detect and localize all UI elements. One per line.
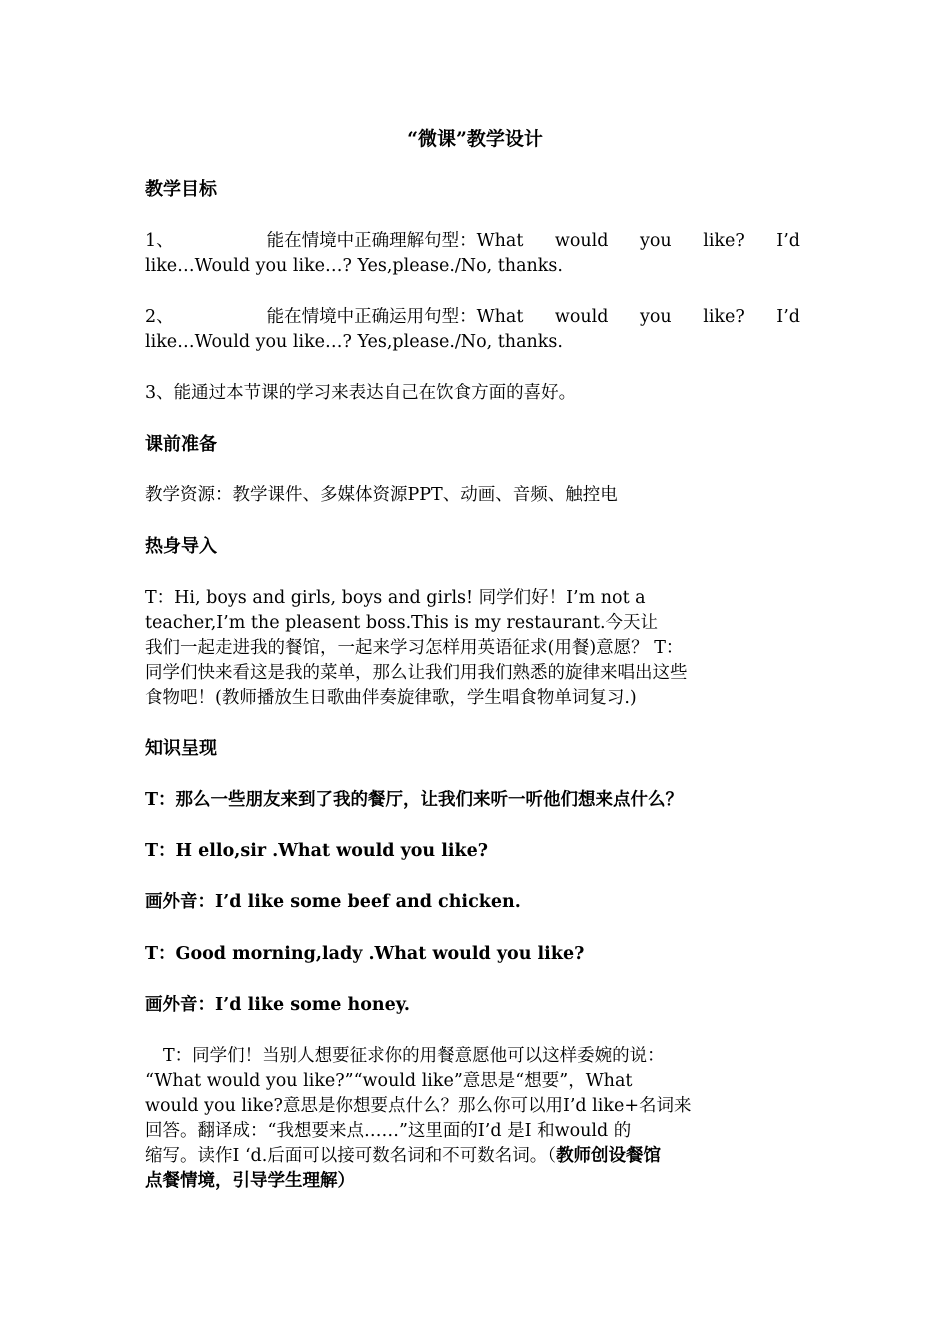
resources-text: 教学资源：教学课件、多媒体资源PPT、动画、音频、触控电: [145, 485, 618, 505]
knowledge-line-3: 画外音：I’d like some beef and chicken.: [145, 892, 521, 912]
objective-2-line-2: like…Would you like…? Yes,please./No, thanks.: [145, 332, 563, 352]
objective-2: [145, 305, 800, 355]
objective-1-line-1: 1、 能在情境中正确理解句型：What would you like? I’d: [145, 231, 800, 251]
objective-2-number: 2、: [145, 307, 174, 327]
section-heading-objectives: 教学目标: [145, 179, 217, 200]
objective-1: [145, 229, 800, 279]
objective-3: 3、能通过本节课的学习来表达自己在饮食方面的喜好。: [145, 383, 577, 403]
knowledge-line-2: T：H ello,sir .What would you like?: [145, 841, 489, 861]
warmup-paragraph: T：Hi, boys and girls, boys and girls! 同学们好！I’m not a teacher,I’m the pleasent boss.This is my restaurant.今天让 我们一起走进我的餐馆，一起来学习怎样用英语征求(用餐)意愿？ T： 同学们快来看这是我的菜单，那么让我们用我们熟悉的旋律来唱出这些 食物吧！(教师播放生日歌曲伴奏旋律歌，学生唱食物单词复习.): [145, 588, 688, 708]
knowledge-line-4: T：Good morning,lady .What would you like?: [145, 944, 585, 964]
knowledge-line-5: 画外音：I’d like some honey.: [145, 995, 411, 1015]
knowledge-line-1: T：那么一些朋友来到了我的餐厅，让我们来听一听他们想来点什么？: [145, 790, 684, 810]
explanation-paragraph: T：同学们！当别人想要征求你的用餐意愿他可以这样委婉的说： “What would you like?”“would like”意思是“想要”，What would you like?意思是你想要点什么？那么你可以用I’d like+名词来 回答。翻译成：“我想要来点……”这里面的I’d 是I 和would 的 缩写。读作I ‘d.后面可以接可数名词和不可数名词。（教师创设餐馆 点餐情境，引导学生理解）: [145, 1046, 692, 1191]
section-heading-knowledge: 知识呈现: [145, 738, 217, 759]
document-title: “微课”教学设计: [407, 128, 543, 150]
objective-1-line-2: like…Would you like…? Yes,please./No, thanks.: [145, 256, 563, 276]
section-heading-preparation: 课前准备: [145, 434, 217, 455]
section-heading-warmup: 热身导入: [145, 536, 217, 557]
objective-2-line-1: 2、 能在情境中正确运用句型：What would you like? I’d: [145, 307, 800, 327]
objective-1-number: 1、: [145, 231, 174, 251]
